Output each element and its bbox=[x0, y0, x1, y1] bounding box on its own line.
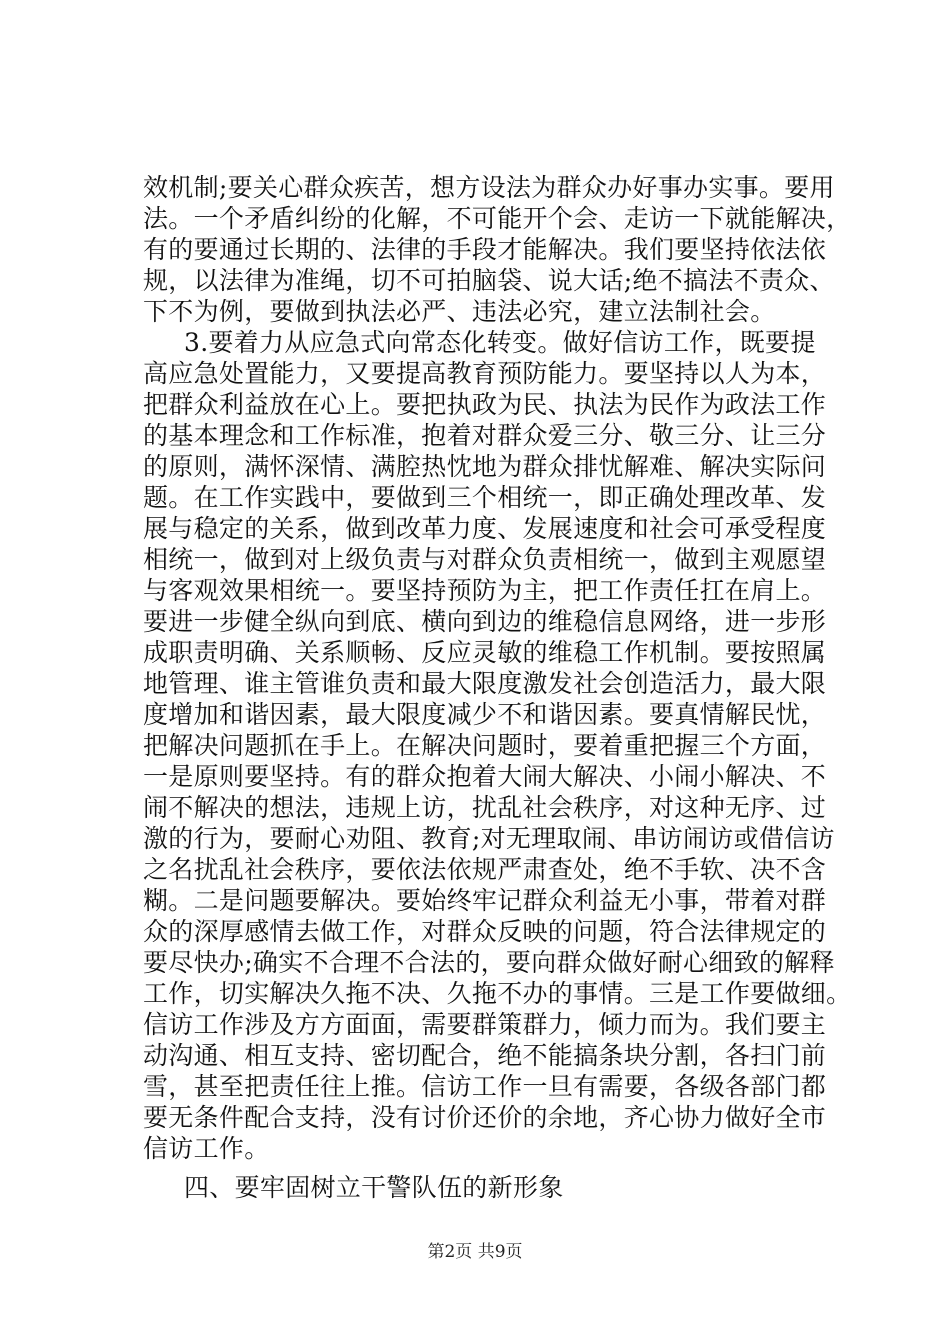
text-line: 规，以法律为准绳，切不可拍脑袋、说大话;绝不搞法不责众、 bbox=[143, 266, 835, 295]
text-line: 的基本理念和工作标准，抱着对群众爱三分、敬三分、让三分 bbox=[143, 421, 827, 450]
text-line: 闹不解决的想法，违规上访，扰乱社会秩序，对这种无序、过 bbox=[143, 793, 827, 822]
text-line: 雪，甚至把责任往上推。信访工作一旦有需要，各级各部门都 bbox=[143, 1072, 827, 1101]
text-line: 度增加和谐因素，最大限度减少不和谐因素。要真情解民忧， bbox=[143, 700, 827, 729]
text-line: 的原则，满怀深情、满腔热忱地为群众排忧解难、解决实际问 bbox=[143, 452, 827, 481]
text-line: 展与稳定的关系，做到改革力度、发展速度和社会可承受程度 bbox=[143, 514, 827, 543]
text-line: 成职责明确、关系顺畅、反应灵敏的维稳工作机制。要按照属 bbox=[143, 638, 827, 667]
text-line: 要进一步健全纵向到底、横向到边的维稳信息网络，进一步形 bbox=[143, 607, 827, 636]
text-line: 下不为例，要做到执法必严、违法必究，建立法制社会。 bbox=[143, 297, 776, 326]
text-line: 地管理、谁主管谁负责和最大限度激发社会创造活力，最大限 bbox=[143, 669, 827, 698]
text-line: 信访工作。 bbox=[143, 1134, 270, 1163]
text-line: 有的要通过长期的、法律的手段才能解决。我们要坚持依法依 bbox=[143, 235, 827, 264]
text-line: 激的行为，要耐心劝阻、教育;对无理取闹、串访闹访或借信访 bbox=[143, 824, 835, 853]
text-line: 把群众利益放在心上。要把执政为民、执法为民作为政法工作 bbox=[143, 390, 827, 419]
text-line: 之名扰乱社会秩序，要依法依规严肃查处，绝不手软、决不含 bbox=[143, 855, 827, 884]
text-line: 一是原则要坚持。有的群众抱着大闹大解决、小闹小解决、不 bbox=[143, 762, 827, 791]
text-line: 要无条件配合支持，没有讨价还价的余地，齐心协力做好全市 bbox=[143, 1103, 827, 1132]
text-line: 效机制;要关心群众疾苦，想方设法为群众办好事办实事。要用 bbox=[143, 173, 835, 202]
body-text bbox=[143, 172, 852, 1203]
text-line: 把解决问题抓在手上。在解决问题时，要着重把握三个方面， bbox=[143, 731, 827, 760]
text-line: 与客观效果相统一。要坚持预防为主，把工作责任扛在肩上。 bbox=[143, 576, 827, 605]
text-line: 相统一，做到对上级负责与对群众负责相统一，做到主观愿望 bbox=[143, 545, 827, 574]
text-line: 3.要着力从应急式向常态化转变。做好信访工作，既要提 bbox=[184, 328, 816, 357]
page-number: 第2页 共9页 bbox=[427, 1242, 523, 1262]
section-heading: 四、要牢固树立干警队伍的新形象 bbox=[184, 1173, 564, 1202]
text-line: 题。在工作实践中，要做到三个相统一，即正确处理改革、发 bbox=[143, 483, 827, 512]
text-line: 信访工作涉及方方面面，需要群策群力，倾力而为。我们要主 bbox=[143, 1010, 827, 1039]
text-line: 要尽快办;确实不合理不合法的，要向群众做好耐心细致的解释 bbox=[143, 948, 835, 977]
text-line: 高应急处置能力，又要提高教育预防能力。要坚持以人为本， bbox=[143, 359, 827, 388]
text-line: 众的深厚感情去做工作，对群众反映的问题，符合法律规定的 bbox=[143, 917, 827, 946]
text-line: 糊。二是问题要解决。要始终牢记群众利益无小事，带着对群 bbox=[143, 886, 827, 915]
text-line: 工作，切实解决久拖不决、久拖不办的事情。三是工作要做细。 bbox=[143, 979, 852, 1008]
text-line: 动沟通、相互支持、密切配合，绝不能搞条块分割，各扫门前 bbox=[143, 1041, 827, 1070]
text-line: 法。一个矛盾纠纷的化解，不可能开个会、走访一下就能解决， bbox=[143, 204, 852, 233]
